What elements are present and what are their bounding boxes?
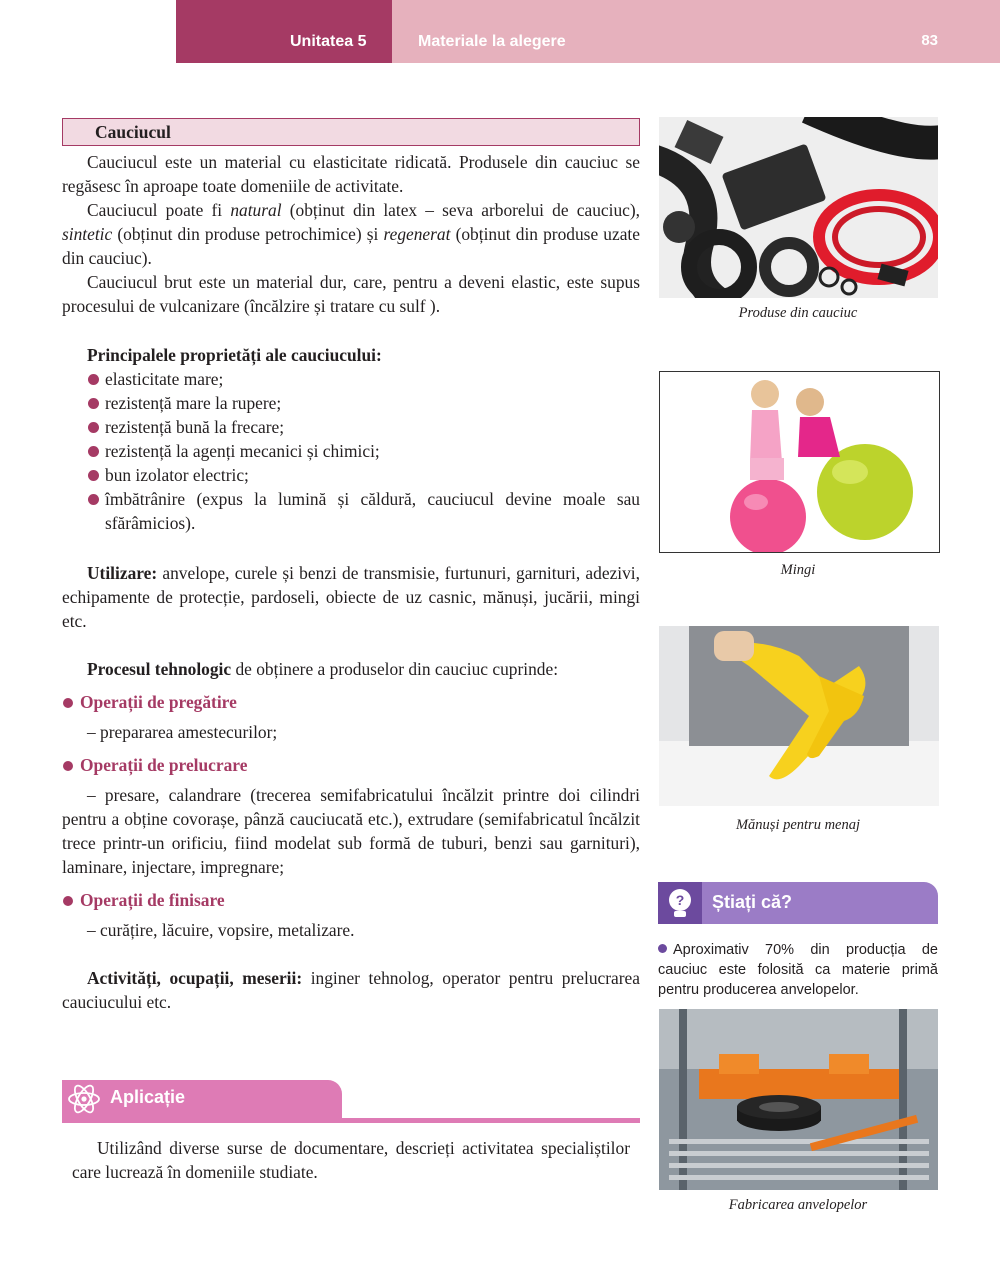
bullet-icon: [63, 896, 73, 906]
atom-icon: [66, 1082, 102, 1121]
unit-label: Unitatea 5: [290, 33, 367, 50]
topic-label: Materiale la alegere: [418, 33, 566, 50]
bullet-icon: [88, 494, 99, 505]
operation-title: Operații de prelucrare: [62, 753, 640, 777]
jobs-label: Activități, ocupații, meserii:: [87, 968, 303, 988]
did-you-know-header: [658, 882, 938, 924]
cauciuc-term: cauciuc: [88, 248, 142, 268]
process-block: [62, 657, 640, 681]
usage-label: Utilizare:: [87, 563, 158, 583]
natural-term: natural: [230, 200, 282, 220]
vulcanization-paragraph: Cauciucul brut este un material dur, care, pentru a deveni elastic, este supus procesului de vulcanizare (încălzire și tratare cu sulf ).: [62, 272, 640, 316]
gloves-photo: [659, 626, 939, 806]
operation-finishing: [62, 888, 640, 942]
bullet-icon: [88, 374, 99, 385]
operation-prep: [62, 690, 640, 744]
bullet-icon: [63, 698, 73, 708]
types-paragraph: Cauciucul poate fi natural (obținut din latex – seva arborelui de cauciuc), sintetic (obținut din produse petrochimice) și regenerat (obținut din produse uzate din cauciuc).: [62, 200, 640, 268]
did-you-know-text: Aproximativ 70% din producția de cauciuc este folosită ca materie primă pentru producerea anvelopelor.: [658, 942, 938, 998]
bullet-icon: [63, 761, 73, 771]
bullet-icon: [88, 446, 99, 457]
intro-paragraph: Cauciucul este un material cu elasticitate ridicată. Produsele din cauciuc se regăsesc în aproape toate domeniile de activitate.: [62, 152, 640, 196]
operation-text: – curățire, lăcuire, vopsire, metalizare.: [87, 920, 355, 940]
process-label: Procesul tehnologic: [87, 659, 232, 679]
bullet-icon: [88, 398, 99, 409]
sintetic-term: sintetic: [62, 224, 113, 244]
tires-photo: [659, 1009, 938, 1190]
property-item: rezistență mare la rupere;: [62, 391, 640, 415]
section-title: Cauciucul: [95, 122, 171, 142]
jobs-block: [62, 966, 640, 1014]
balls-caption: Mingi: [780, 562, 816, 578]
svg-text:?: ?: [675, 892, 685, 908]
intro-block: [62, 150, 640, 318]
rubber-products-photo: [659, 117, 938, 298]
balls-photo: [659, 371, 940, 553]
gloves-caption: Mănuși pentru menaj: [735, 817, 861, 833]
header-topic-band: [392, 0, 1000, 63]
header-unit-band: [176, 0, 392, 63]
operation-processing: [62, 753, 640, 879]
bullet-icon: [88, 422, 99, 433]
process-paragraph: Procesul tehnologic de obținere a produselor din cauciuc cuprinde:: [87, 659, 559, 679]
usage-block: [62, 561, 640, 633]
property-item: elasticitate mare;: [62, 367, 640, 391]
bullet-icon: [658, 944, 667, 953]
property-item: rezistență bună la frecare;: [62, 415, 640, 439]
page-number: 83: [921, 32, 938, 49]
question-bulb-icon: [658, 882, 702, 924]
application-rule: [62, 1118, 640, 1123]
application-text: Utilizând diverse surse de documentare, descrieți activitatea specialiștilor care lucrează în domeniile studiate.: [72, 1138, 630, 1182]
properties-title: Principalele proprietăți ale cauciucului:: [87, 345, 382, 365]
operation-title: Operații de finisare: [62, 888, 640, 912]
section-title-box: [62, 118, 640, 146]
property-item: rezistență la agenți mecanici și chimici;: [62, 439, 640, 463]
operation-text: – presare, calandrare (trecerea semifabricatului încălzit printre doi cilindri pentru a obține covorașe, pânză cauciucată etc.), extrudare (semifabricatul încălzit trece printr-un orificiu, fiind modelat sub formă de tuburi, benzi sau garnituri), laminare, injectare, impregnare;: [62, 785, 640, 877]
operation-title: Operații de pregătire: [62, 690, 640, 714]
operation-text: – prepararea amestecurilor;: [87, 722, 278, 742]
regenerat-term: regenerat: [383, 224, 451, 244]
property-item: îmbătrânire (expus la lumină și căldură, cauciucul devine moale sau sfărâmicios).: [62, 487, 640, 535]
properties-block: [62, 343, 640, 535]
application-title: Aplicație: [110, 1087, 186, 1107]
property-item: bun izolator electric;: [62, 463, 640, 487]
rubber-products-caption: Produse din cauciuc: [738, 305, 858, 321]
usage-paragraph: Utilizare: anvelope, curele și benzi de transmisie, furtunuri, garnituri, adezivi, echipamente de protecție, pardoseli, obiecte de uz casnic, mănuși, jucării, mingi etc.: [62, 563, 640, 631]
did-you-know-text-block: [658, 940, 938, 1000]
did-you-know-title: Știați că?: [712, 892, 793, 912]
application-header: [62, 1080, 342, 1118]
bullet-icon: [88, 470, 99, 481]
jobs-paragraph: Activități, ocupații, meserii: inginer tehnolog, operator pentru prelucrarea cauciucului etc.: [62, 968, 640, 1012]
tires-caption: Fabricarea anvelopelor: [728, 1197, 868, 1213]
application-block: [72, 1136, 630, 1184]
